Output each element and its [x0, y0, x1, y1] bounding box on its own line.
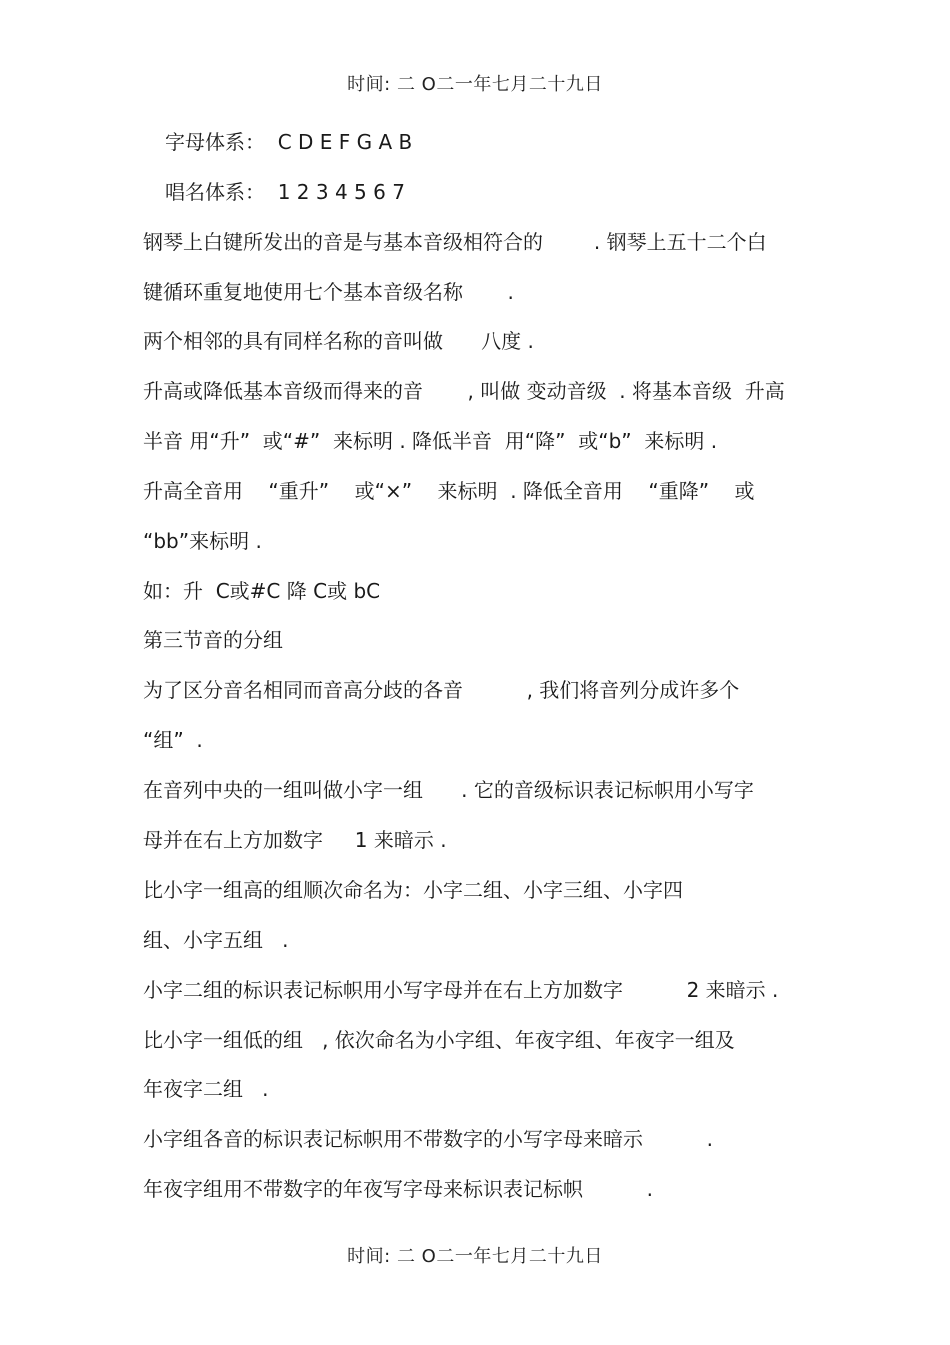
text-line: 小字组各音的标识表记标帜用不带数字的小写字母来暗示 . [143, 1127, 713, 1151]
section-heading: 第三节音的分组 [143, 628, 283, 652]
text-line: 为了区分音名相同而音高分歧的各音 , 我们将音列分成许多个 [143, 678, 740, 702]
text-line: 组、小字五组 . [143, 928, 289, 952]
text-line: “组” . [143, 728, 203, 752]
text-line: 升高全音用 “重升” 或“×” 来标明 . 降低全音用 “重降” 或 [143, 479, 755, 503]
text-line: 母并在右上方加数字 1 来暗示 . [143, 828, 447, 852]
page-header-date: 时间: 二 O二一年七月二十九日 [347, 74, 603, 95]
text-line: 在音列中央的一组叫做小字一组 . 它的音级标识表记标帜用小写字 [143, 778, 754, 802]
text-line: 唱名体系： 1 2 3 4 5 6 7 [165, 180, 405, 204]
text-line: 比小字一组高的组顺次命名为：小字二组、小字三组、小字四 [143, 878, 683, 902]
text-line: “bb”来标明 . [143, 529, 262, 553]
text-line: 小字二组的标识表记标帜用小写字母并在右上方加数字 2 来暗示 . [143, 978, 779, 1002]
text-line: 比小字一组低的组 , 依次命名为小字组、年夜字组、年夜字一组及 [143, 1028, 735, 1052]
text-line: 两个相邻的具有同样名称的音叫做 八度 . [143, 329, 534, 353]
page-footer-date: 时间: 二 O二一年七月二十九日 [347, 1246, 603, 1267]
text-line: 半音 用“升” 或“#” 来标明 . 降低半音 用“降” 或“b” 来标明 . [143, 429, 718, 453]
text-line: 字母体系： C D E F G A B [165, 130, 413, 154]
text-line: 年夜字二组 . [143, 1077, 269, 1101]
text-line: 年夜字组用不带数字的年夜写字母来标识表记标帜 . [143, 1177, 653, 1201]
text-line: 钢琴上白键所发出的音是与基本音级相符合的 . 钢琴上五十二个白 [143, 230, 767, 254]
text-line: 升高或降低基本音级而得来的音 , 叫做 变动音级 . 将基本音级 升高 [143, 379, 785, 403]
text-line: 键循环重复地使用七个基本音级名称 . [143, 280, 514, 304]
text-line: 如：升 C或#C 降 C或 bC [143, 579, 381, 603]
